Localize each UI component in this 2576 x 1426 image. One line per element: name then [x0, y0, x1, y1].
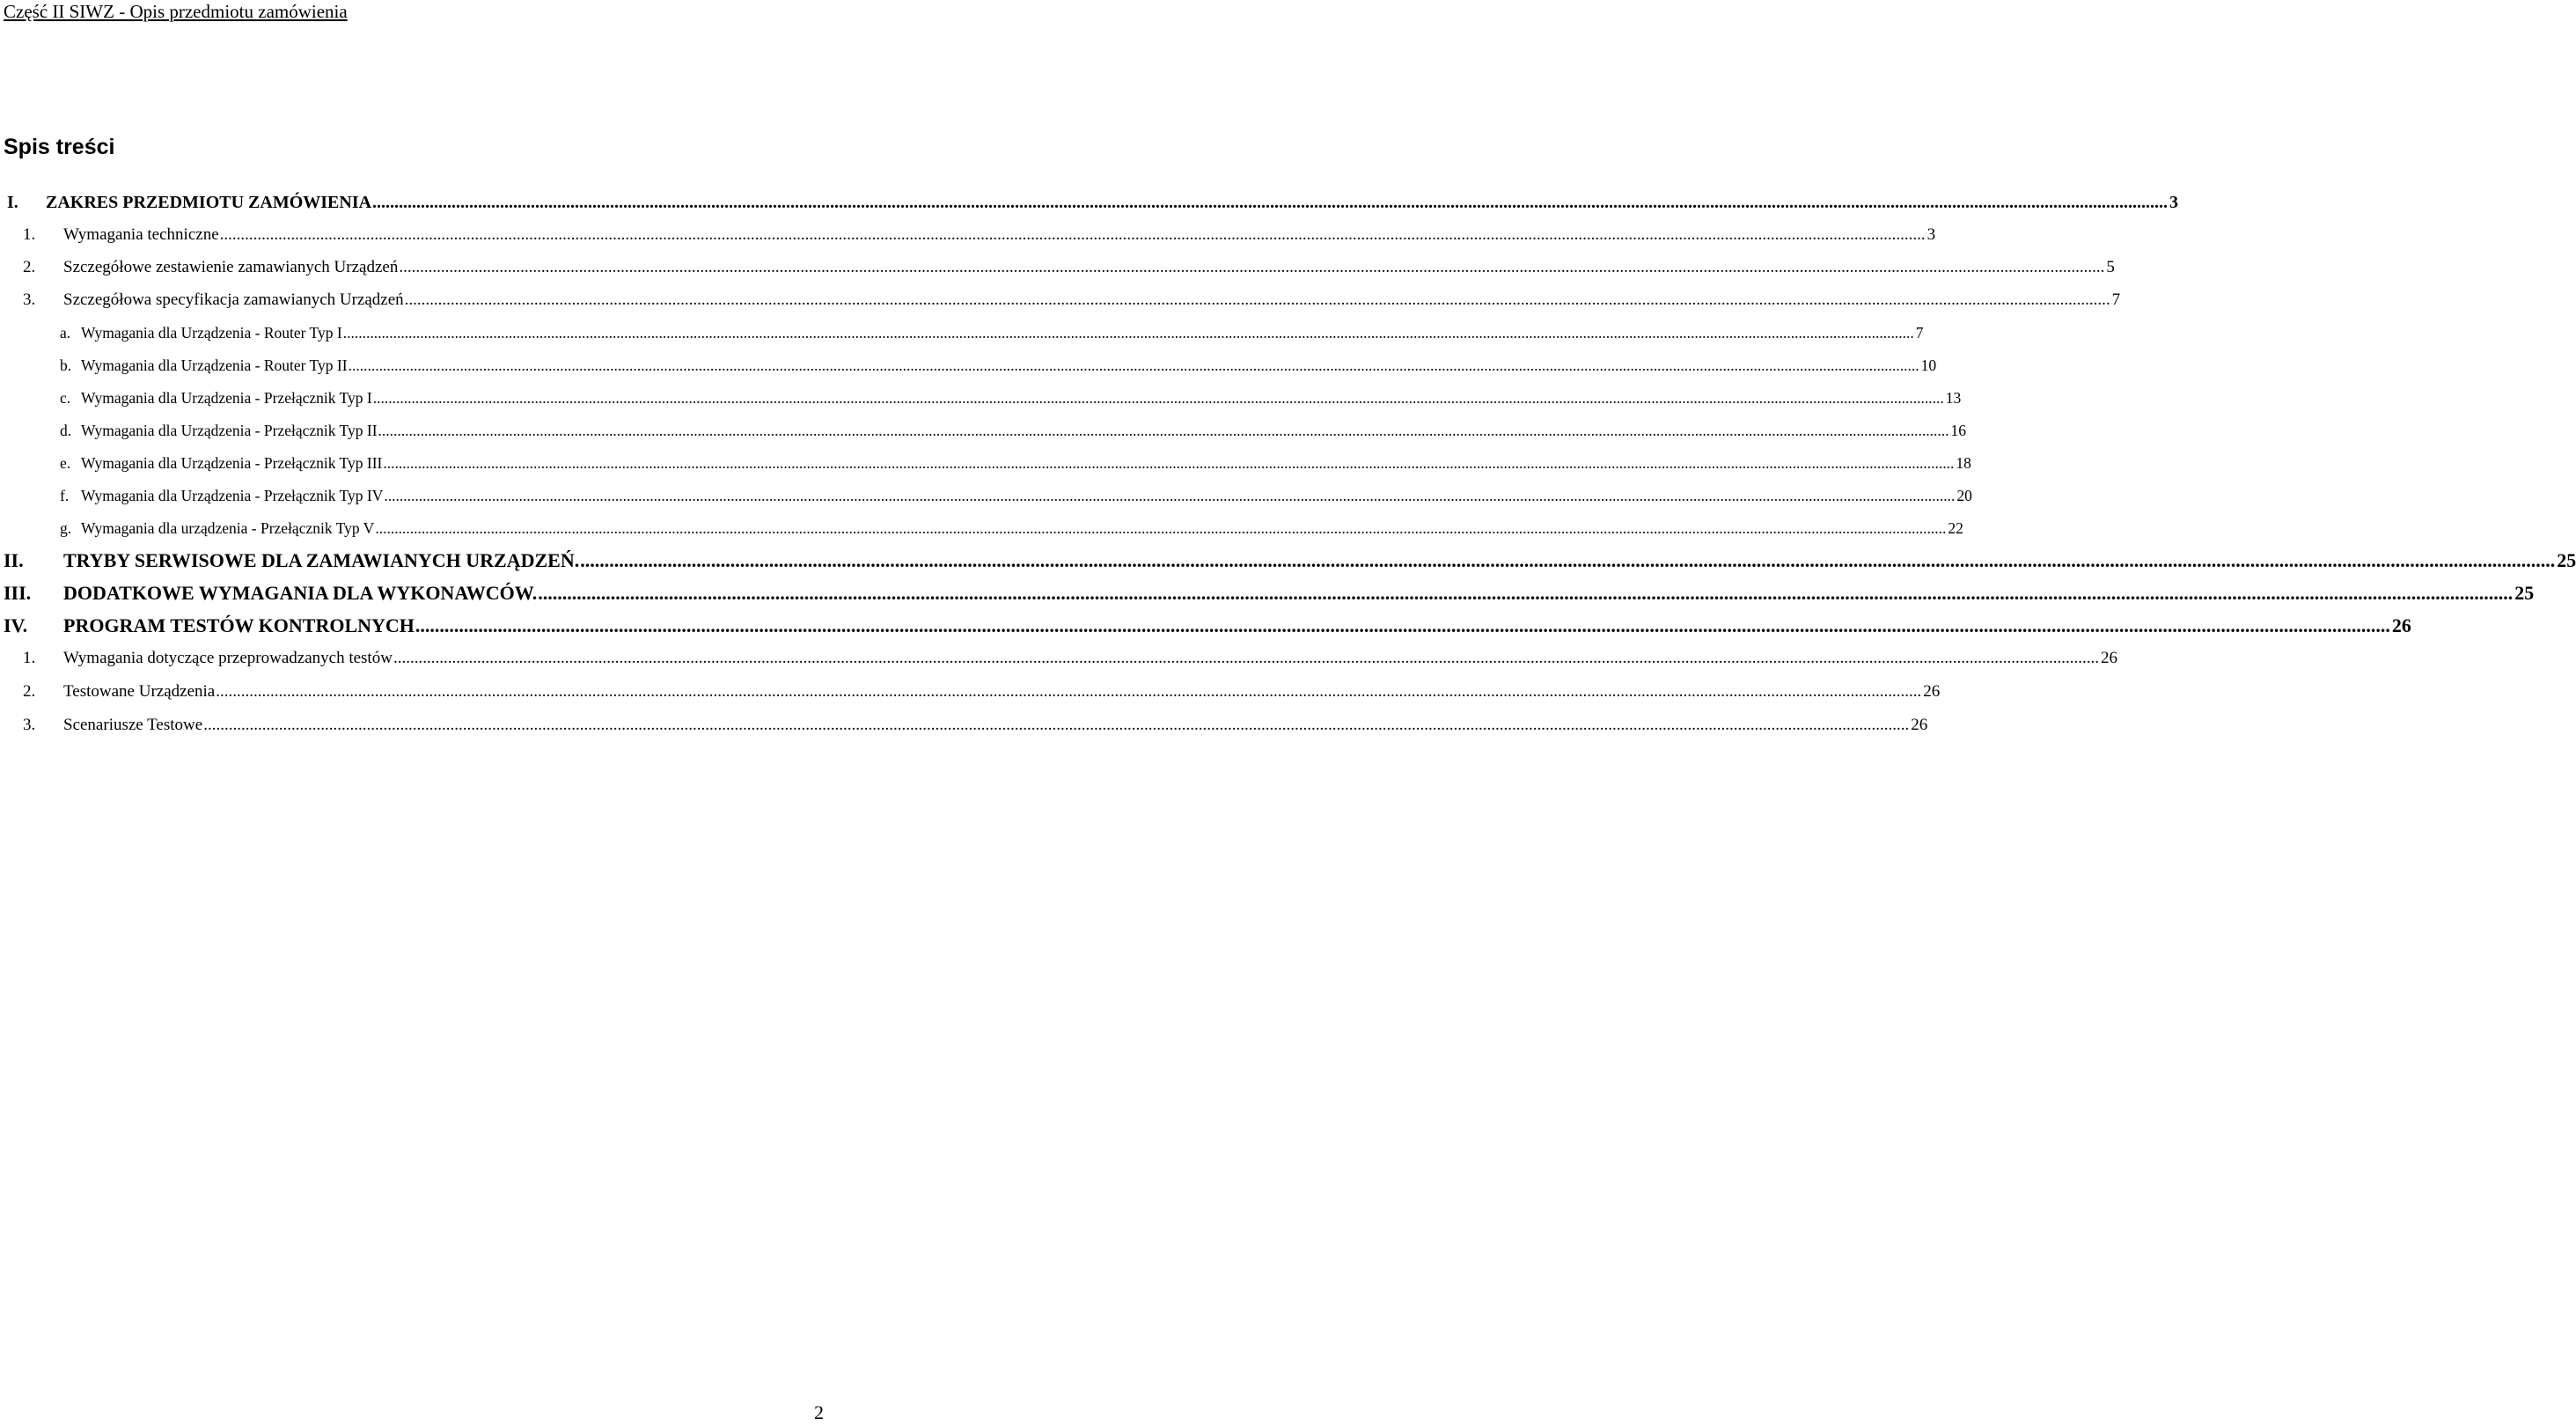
toc-entry-4-2[interactable] — [23, 680, 1941, 704]
toc-entry-number: 1. — [23, 225, 36, 244]
toc-entry-4-1[interactable] — [23, 646, 2117, 671]
toc-leader-dots: ........................................................................................................................................................................................................................................................................................................................................................................................................................ — [393, 649, 2099, 667]
toc-entry-number: e. — [60, 454, 71, 472]
toc-leader-dots: ........................................................................................................................................................................................................................................................................................................................................................................................................................ — [399, 258, 2105, 276]
toc-leader-dots: ........................................................................................................................................................................................................................................................................................................................................................................................................................ — [404, 290, 2110, 309]
toc-entry-label: Wymagania dla Urządzenia - Przełącznik Typ I — [81, 389, 372, 407]
toc-entry-number: I. — [7, 193, 18, 212]
toc-entry-4-3[interactable] — [23, 713, 1928, 738]
toc-entry-number: IV. — [4, 614, 28, 636]
toc-entry-label: Scenariusze Testowe — [63, 716, 203, 734]
toc-entry-page: 3 — [2169, 193, 2179, 212]
toc-entry-b[interactable] — [60, 353, 1937, 378]
toc-leader-dots: ........................................................................................................................................................................................................................................................................................................................................................................................................................ — [219, 225, 1926, 244]
toc-leader-dots: ........................................................................................................................................................................................................................................................................................................................................................................................................................ — [415, 614, 2390, 636]
toc-entry-label: Wymagania dla Urządzenia - Przełącznik Typ IV — [81, 487, 384, 504]
toc-leader-dots: ........................................................................................................................................................................................................................................................................................................................................................................................................................ — [372, 389, 1944, 407]
toc-entry-page: 3 — [1926, 225, 1936, 244]
toc-entry-label: PROGRAM TESTÓW KONTROLNYCH — [63, 614, 415, 636]
toc-entry-page: 26 — [2391, 614, 2411, 636]
toc-entry-number: 3. — [23, 290, 36, 309]
toc-leader-dots: ........................................................................................................................................................................................................................................................................................................................................................................................................................ — [348, 356, 1919, 374]
toc-entry-page: 16 — [1950, 422, 1967, 439]
toc-entry-d[interactable] — [60, 418, 1967, 443]
toc-entry-number: 2. — [23, 682, 36, 701]
toc-entry-page: 5 — [2106, 258, 2115, 276]
toc-entry-label: Wymagania dotyczące przeprowadzanych testów — [63, 649, 393, 667]
toc-entry-label: Wymagania dla Urządzenia - Przełącznik Typ III — [81, 454, 383, 472]
toc-entry-number: II. — [4, 549, 24, 571]
toc-entry-label: Wymagania dla Urządzenia - Router Typ I — [81, 324, 342, 342]
toc-entry-1-3[interactable] — [23, 288, 2121, 312]
toc-entry-page: 22 — [1948, 519, 1963, 537]
toc-entry-page: 25 — [2514, 582, 2535, 604]
toc-leader-dots: ........................................................................................................................................................................................................................................................................................................................................................................................................................ — [372, 193, 2169, 212]
toc-entry-label: DODATKOWE WYMAGANIA DLA WYKONAWCÓW. — [63, 582, 538, 604]
toc-title: Spis treści — [4, 135, 115, 159]
toc-entry-page: 26 — [1923, 682, 1941, 701]
toc-leader-dots: ........................................................................................................................................................................................................................................................................................................................................................................................................................ — [342, 324, 1914, 342]
toc-entry-number: 3. — [23, 716, 36, 734]
toc-leader-dots: ........................................................................................................................................................................................................................................................................................................................................................................................................................ — [383, 454, 1955, 472]
toc-entry-page: 26 — [2100, 649, 2117, 667]
toc-entry-number: d. — [60, 422, 72, 439]
toc-entry-page: 13 — [1945, 389, 1962, 407]
toc-entry-label: Testowane Urządzenia — [63, 682, 216, 701]
toc-entry-label: Szczegółowa specyfikacja zamawianych Urządzeń — [63, 290, 404, 309]
toc-entry-section-2[interactable] — [4, 548, 2576, 574]
toc-entry-number: b. — [60, 356, 72, 374]
toc-entry-section-1[interactable] — [7, 190, 2179, 215]
toc-entry-e[interactable] — [60, 451, 1971, 475]
toc-entry-section-3[interactable] — [4, 580, 2535, 606]
toc-entry-number: f. — [60, 487, 70, 504]
toc-entry-page: 20 — [1956, 487, 1972, 504]
toc-entry-f[interactable] — [60, 483, 1972, 508]
toc-entry-label: ZAKRES PRZEDMIOTU ZAMÓWIENIA — [46, 193, 372, 212]
toc-entry-label: Szczegółowe zestawienie zamawianych Urządzeń — [63, 258, 399, 276]
toc-entry-1-2[interactable] — [23, 255, 2115, 280]
toc-leader-dots: ........................................................................................................................................................................................................................................................................................................................................................................................................................ — [203, 716, 1910, 734]
toc-entry-number: g. — [60, 519, 72, 537]
document-header: Część II SIWZ - Opis przedmiotu zamówienia — [4, 1, 348, 22]
toc-entry-c[interactable] — [60, 386, 1962, 410]
toc-entry-section-4[interactable] — [4, 613, 2411, 639]
toc-entry-number: 2. — [23, 258, 36, 276]
toc-entry-number: a. — [60, 324, 71, 342]
toc-leader-dots: ........................................................................................................................................................................................................................................................................................................................................................................................................................ — [378, 422, 1949, 439]
toc-entry-label: Wymagania dla Urządzenia - Przełącznik Typ II — [81, 422, 378, 439]
toc-leader-dots: ........................................................................................................................................................................................................................................................................................................................................................................................................................ — [216, 682, 1922, 701]
toc-entry-page: 10 — [1920, 356, 1937, 374]
toc-entry-page: 7 — [2111, 290, 2121, 309]
toc-entry-label: TRYBY SERWISOWE DLA ZAMAWIANYCH URZĄDZEŃ. — [63, 549, 580, 571]
toc-entry-page: 7 — [1915, 324, 1924, 342]
toc-entry-g[interactable] — [60, 516, 1963, 540]
toc-entry-number: c. — [60, 389, 71, 407]
toc-entry-label: Wymagania dla urządzenia - Przełącznik Typ V — [81, 519, 375, 537]
toc-entry-page: 18 — [1956, 454, 1971, 472]
toc-entry-number: III. — [4, 582, 32, 604]
toc-entry-1-1[interactable] — [23, 223, 1936, 247]
toc-leader-dots: ........................................................................................................................................................................................................................................................................................................................................................................................................................ — [375, 519, 1947, 537]
toc-entry-label: Wymagania dla Urządzenia - Router Typ II — [81, 356, 348, 374]
toc-entry-label: Wymagania techniczne — [63, 225, 219, 244]
toc-entry-page: 25 — [2557, 549, 2576, 571]
toc-leader-dots: ........................................................................................................................................................................................................................................................................................................................................................................................................................ — [384, 487, 1956, 504]
toc-entry-number: 1. — [23, 649, 36, 667]
toc-leader-dots: ........................................................................................................................................................................................................................................................................................................................................................................................................................ — [538, 582, 2514, 604]
toc-entry-page: 26 — [1911, 716, 1928, 734]
page-number: 2 — [814, 1401, 824, 1423]
toc-leader-dots: ........................................................................................................................................................................................................................................................................................................................................................................................................................ — [580, 549, 2556, 571]
toc-entry-a[interactable] — [60, 320, 1924, 345]
